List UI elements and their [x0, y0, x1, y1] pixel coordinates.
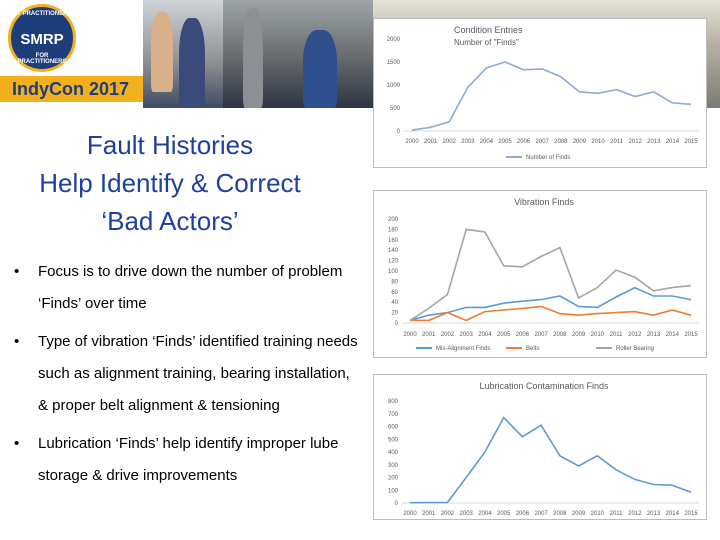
x-tick-label: 2010 — [590, 511, 605, 517]
bullet-dot-icon: • — [14, 435, 20, 452]
x-tick-label: 2005 — [496, 332, 511, 338]
logo-ring-text: BY PRACTITIONERS — [12, 11, 72, 17]
x-tick-label: 2013 — [647, 139, 661, 145]
x-tick-label: 2002 — [440, 511, 455, 517]
x-tick-label: 2008 — [554, 139, 568, 145]
chart-svg — [374, 19, 708, 169]
y-tick-label: 120 — [387, 258, 398, 265]
bullet-item — [14, 256, 364, 320]
y-tick-label: 100 — [387, 488, 398, 495]
x-tick-label: 2001 — [422, 332, 436, 338]
x-tick-label: 2012 — [628, 332, 642, 338]
x-tick-label: 2006 — [515, 511, 530, 517]
bullet-text: Focus is to drive down the number of problem ‘Finds’ over time — [38, 263, 343, 312]
bullet-list — [14, 256, 364, 498]
chart-title: Condition Entries — [454, 25, 523, 35]
series-line — [410, 229, 691, 320]
x-tick-label: 2004 — [479, 139, 494, 145]
y-tick-label: 0 — [394, 501, 398, 507]
y-tick-label: 400 — [387, 450, 398, 456]
bullet-dot-icon: • — [14, 333, 20, 350]
bullet-dot-icon: • — [14, 263, 20, 280]
x-tick-label: 2012 — [628, 511, 642, 517]
x-tick-label: 2000 — [403, 511, 417, 517]
x-tick-label: 2011 — [609, 332, 623, 338]
logo-sub-text: FOR PRACTITIONERS — [17, 53, 67, 65]
logo-name: SMRP — [20, 31, 64, 48]
y-tick-label: 60 — [391, 289, 398, 296]
worker-figure — [179, 18, 205, 108]
x-tick-label: 2010 — [591, 139, 605, 145]
x-tick-label: 2009 — [571, 332, 586, 338]
y-tick-label: 1500 — [386, 60, 400, 66]
bullet-item — [14, 428, 364, 492]
y-tick-label: 500 — [389, 106, 400, 112]
chart-svg — [374, 191, 708, 359]
title-line: Help Identify & Correct — [39, 168, 301, 198]
x-tick-label: 2002 — [442, 139, 456, 145]
logo-area — [0, 0, 143, 108]
x-tick-label: 2000 — [403, 332, 417, 338]
x-tick-label: 2006 — [515, 332, 530, 338]
y-tick-label: 80 — [391, 279, 398, 286]
legend-label: Belts — [526, 346, 540, 352]
y-tick-label: 20 — [391, 310, 398, 317]
chart-svg — [374, 375, 708, 521]
x-tick-label: 2014 — [665, 139, 680, 145]
x-tick-label: 2008 — [553, 332, 567, 338]
y-tick-label: 40 — [391, 300, 398, 307]
x-tick-label: 2015 — [684, 139, 698, 145]
series-line — [410, 418, 691, 503]
x-tick-label: 2007 — [534, 511, 548, 517]
x-tick-label: 2000 — [405, 139, 419, 145]
y-tick-label: 300 — [387, 462, 398, 469]
y-tick-label: 160 — [387, 237, 398, 244]
x-tick-label: 2015 — [684, 332, 698, 338]
event-name: IndyCon 2017 — [0, 76, 143, 102]
x-tick-label: 2006 — [516, 139, 531, 145]
y-tick-label: 140 — [387, 248, 398, 255]
series-line — [410, 288, 691, 321]
y-tick-label: 0 — [394, 321, 398, 327]
y-tick-label: 200 — [387, 475, 398, 482]
x-tick-label: 2001 — [422, 511, 436, 517]
chart-title: Lubrication Contamination Finds — [479, 381, 609, 391]
lubrication-finds-chart — [373, 374, 707, 520]
x-tick-label: 2010 — [590, 332, 605, 338]
x-tick-label: 2008 — [553, 511, 567, 517]
chart-title: Vibration Finds — [514, 197, 574, 207]
x-tick-label: 2013 — [646, 332, 661, 338]
x-tick-label: 2013 — [646, 511, 661, 517]
series-line — [412, 62, 691, 130]
y-tick-label: 200 — [387, 217, 398, 223]
title-line: Fault Histories — [86, 130, 254, 160]
title-line: ‘Bad Actors’ — [101, 206, 239, 236]
y-tick-label: 500 — [387, 437, 398, 444]
y-tick-label: 800 — [387, 399, 398, 405]
x-tick-label: 2003 — [461, 139, 475, 145]
x-tick-label: 2011 — [610, 139, 624, 145]
legend-label: Number of Finds — [526, 155, 571, 161]
smrp-logo — [8, 4, 76, 72]
x-tick-label: 2011 — [609, 511, 623, 517]
x-tick-label: 2009 — [571, 511, 586, 517]
x-tick-label: 2004 — [478, 511, 492, 517]
legend-label: Mis-Alignment Finds — [436, 346, 491, 352]
x-tick-label: 2004 — [478, 332, 492, 338]
x-tick-label: 2005 — [496, 511, 511, 517]
x-tick-label: 2002 — [440, 332, 455, 338]
x-tick-label: 2014 — [665, 511, 679, 517]
x-tick-label: 2012 — [628, 139, 642, 145]
workers-photo — [143, 0, 223, 108]
x-tick-label: 2003 — [459, 511, 473, 517]
y-tick-label: 1000 — [386, 83, 400, 89]
x-tick-label: 2007 — [535, 139, 549, 145]
y-tick-label: 700 — [387, 411, 398, 418]
vibration-finds-chart — [373, 190, 707, 358]
x-tick-label: 2001 — [423, 139, 438, 145]
worker-figure — [151, 12, 173, 92]
x-tick-label: 2003 — [459, 332, 473, 338]
series-line — [410, 306, 691, 320]
x-tick-label: 2005 — [498, 139, 512, 145]
bullet-text: Type of vibration ‘Finds’ identified training needs such as alignment training, bearing installation, & proper belt alignment & tensioning — [38, 333, 358, 414]
x-tick-label: 2009 — [572, 139, 587, 145]
y-tick-label: 0 — [396, 129, 400, 135]
x-tick-label: 2014 — [665, 332, 679, 338]
slide-title — [0, 126, 340, 240]
x-tick-label: 2007 — [534, 332, 548, 338]
y-tick-label: 2000 — [386, 37, 400, 43]
pipe-column — [243, 8, 263, 108]
x-tick-label: 2015 — [684, 511, 698, 517]
plant-photo — [223, 0, 373, 108]
y-tick-label: 180 — [387, 227, 398, 234]
bullet-text: Lubrication ‘Finds’ help identify improper lube storage & drive improvements — [38, 435, 339, 484]
worker-figure — [303, 30, 337, 108]
y-tick-label: 600 — [387, 424, 398, 431]
bullet-item — [14, 326, 364, 422]
chart-subtitle: Number of "Finds" — [454, 38, 519, 47]
y-tick-label: 100 — [387, 269, 398, 275]
condition-entries-chart — [373, 18, 707, 168]
legend-label: Roller Bearing — [616, 346, 655, 352]
